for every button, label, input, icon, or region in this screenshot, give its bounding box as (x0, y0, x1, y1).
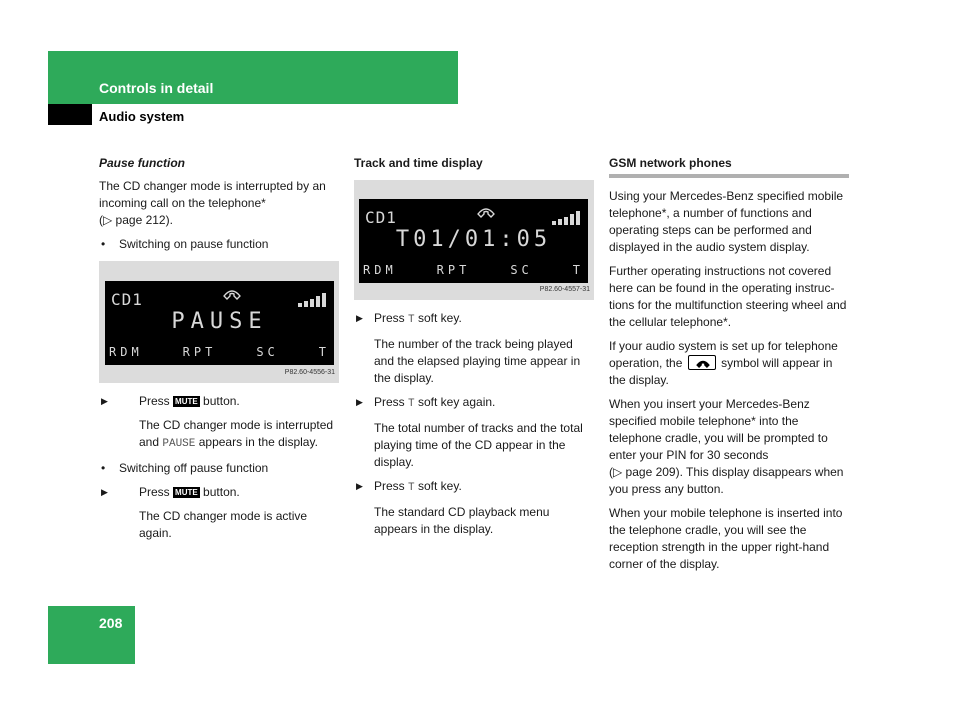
pause-function-heading: Pause function (99, 156, 186, 170)
bullet-switch-off: • Switching off pause function (99, 460, 339, 477)
lcd-source: CD1 (365, 208, 397, 227)
signal-strength-icon (552, 211, 582, 225)
lcd-display (105, 281, 334, 365)
page-reference: (▷ page 209). This display disappears when you press any button. (609, 465, 844, 496)
lcd-display (359, 199, 588, 283)
page-reference: (▷ page 212). (99, 213, 173, 227)
lcd-source: CD1 (111, 290, 143, 309)
gsm-heading: GSM network phones (609, 155, 849, 178)
gsm-paragraph-5: When your mobile telephone is inserted into the telephone cradle, you will see the reception strength in the upper right-hand corner of the display. (609, 506, 843, 571)
mute-button-label: MUTE (175, 397, 198, 406)
telephone-handset-icon (476, 205, 496, 224)
lcd-track-time: T01/01:05 (395, 227, 552, 252)
soft-key-rdm: RDM (363, 263, 397, 277)
soft-key-t-label: T (408, 482, 415, 494)
pause-display-figure (99, 261, 339, 383)
lcd-soft-keys (363, 262, 584, 279)
column-pause-function (99, 155, 339, 549)
mute-button-label: MUTE (175, 488, 198, 497)
pause-code: PAUSE (162, 438, 196, 450)
soft-key-t: T (318, 345, 330, 359)
soft-key-rpt: RPT (182, 345, 217, 359)
column-gsm-phones (609, 155, 849, 580)
result-pause-off: The CD changer mode is active again. (139, 509, 308, 540)
subsection-marker (48, 104, 92, 125)
result-pause-on: The CD changer mode is interrupted and PAUSE appears in the display. (139, 418, 334, 450)
lcd-soft-keys (109, 344, 330, 361)
gsm-paragraph-1: Using your Mercedes-Benz specified mobile telephone*, a number of functions and operating steps can be performed and displayed in the audio system display. (609, 189, 844, 254)
telephone-handset-icon (688, 355, 716, 370)
track-time-heading: Track and time display (354, 156, 483, 170)
soft-key-t-label: T (408, 398, 415, 410)
figure-caption: P82.60-4556-31 (284, 369, 335, 376)
gsm-paragraph-2: Further operating instructions not covered here can be found in the operating instruc-tions for the multifunction steering wheel and the cellular telephone*. (609, 264, 847, 329)
telephone-handset-icon (222, 287, 242, 306)
step-press-mute-off: ▶ Press MUTE button. (99, 484, 339, 501)
step-press-mute-on: ▶ Press MUTE button. (99, 393, 339, 410)
soft-key-t: T (572, 263, 584, 277)
signal-strength-icon (298, 293, 328, 307)
soft-key-rpt: RPT (436, 263, 471, 277)
gsm-paragraph-4: When you insert your Mercedes-Benz specified mobile telephone* into the telephone cradle, you will be prompted to enter your PIN for 30 seconds (▷ page 209). This display disappears when you press any button. (609, 397, 844, 496)
result-track-total: The total number of tracks and the total playing time of the CD appear in the display. (374, 421, 583, 469)
soft-key-t-label: T (408, 314, 415, 326)
soft-key-sc: SC (256, 345, 279, 359)
result-standard-menu: The standard CD playback menu appears in the display. (374, 505, 550, 536)
track-display-figure (354, 180, 594, 300)
soft-key-rdm: RDM (109, 345, 143, 359)
step-press-t-again: ▶ Press T soft key again. (354, 394, 594, 413)
section-title: Controls in detail (99, 80, 214, 96)
bullet-switch-on: • Switching on pause function (99, 236, 339, 253)
soft-key-sc: SC (510, 263, 533, 277)
result-track-elapsed: The number of the track being played and the elapsed playing time appear in the display. (374, 337, 581, 385)
figure-caption: P82.60-4557-31 (539, 286, 590, 293)
step-press-t: ▶ Press T soft key. (354, 310, 594, 329)
gsm-paragraph-3: If your audio system is set up for telephone operation, the symbol will appear in the display. (609, 339, 838, 387)
column-track-time (354, 155, 594, 545)
lcd-status-text: PAUSE (171, 309, 268, 334)
subsection-title: Audio system (99, 109, 185, 124)
step-press-t-third: ▶ Press T soft key. (354, 478, 594, 497)
page-number: 208 (99, 615, 123, 631)
pause-intro: The CD changer mode is interrupted by an incoming call on the telephone* (▷ page 212). (99, 179, 326, 227)
